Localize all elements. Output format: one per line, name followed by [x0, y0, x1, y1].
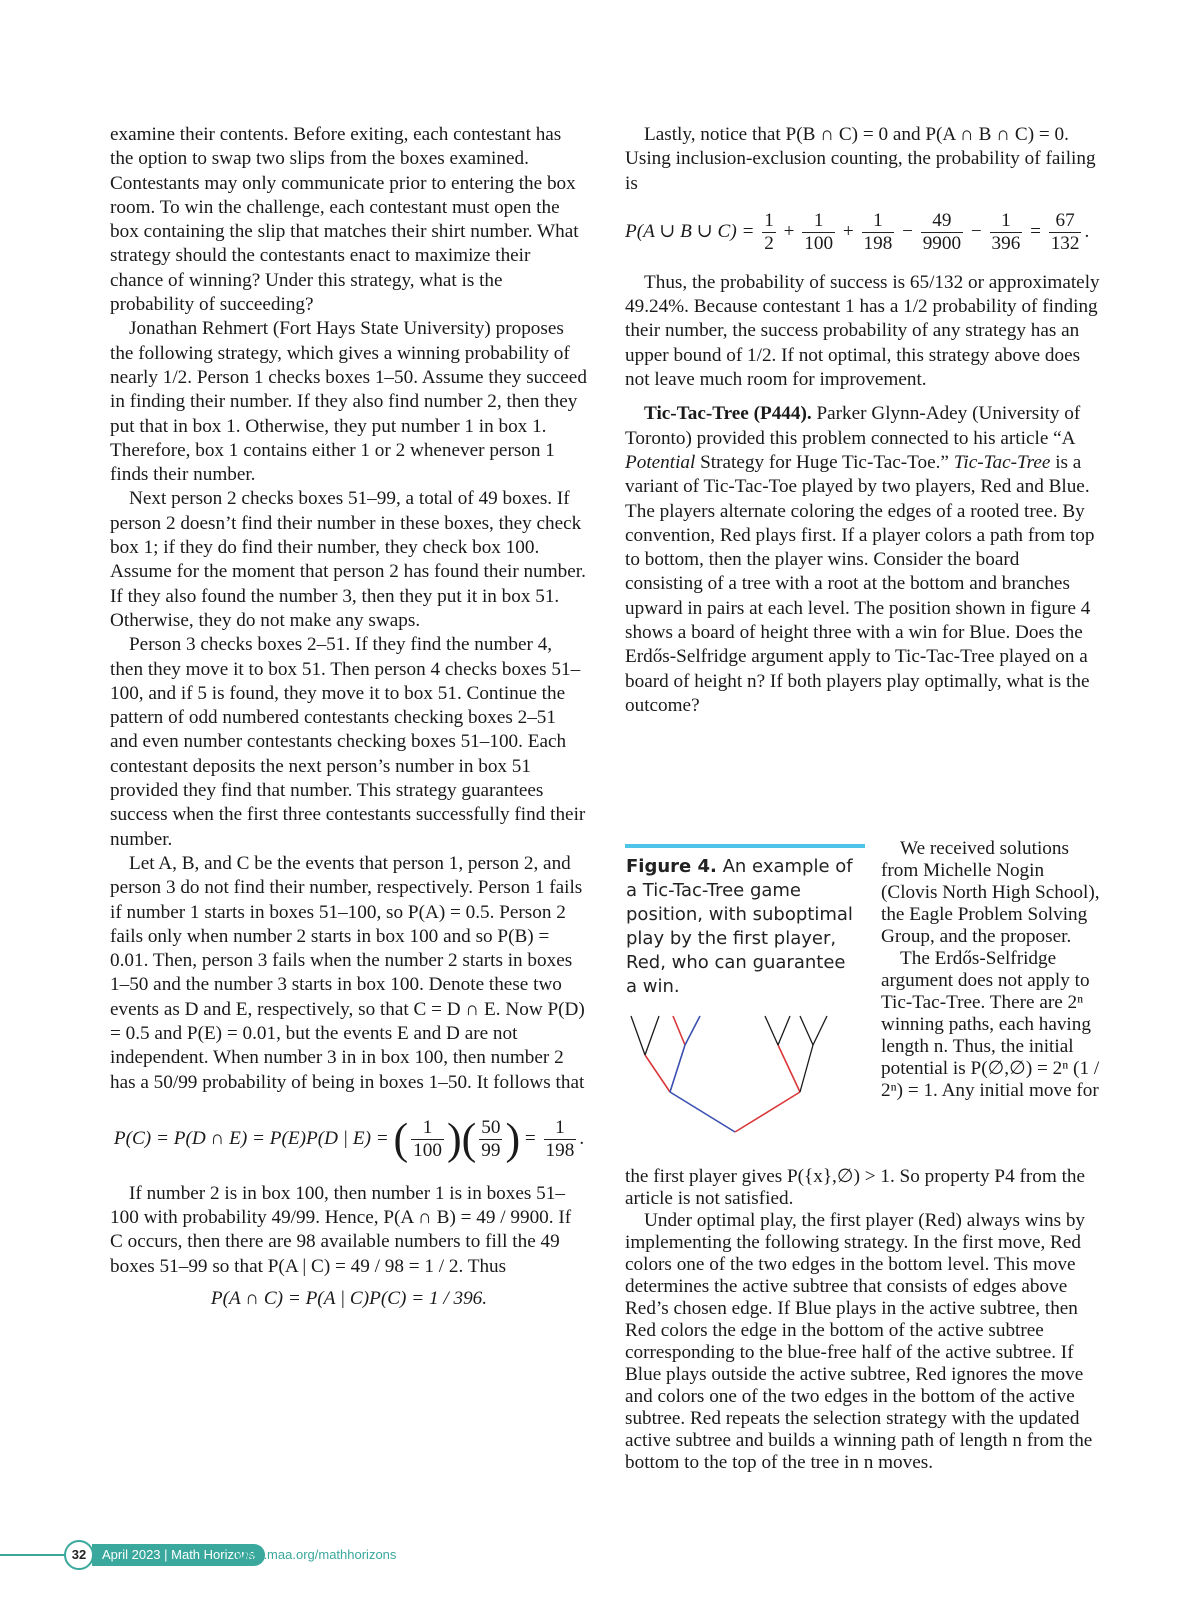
- figure-top-rule: [625, 844, 865, 848]
- tree-edge: [673, 1016, 685, 1045]
- equation-pc: [110, 1114, 588, 1164]
- paragraph: Let A, B, and C be the events that person 1, person 2, and person 3 do not find their number, respectively. Person 1 fails if number 1 starts in boxes 51–100, so P(A) = 0.5. Person 2 fails only when number 2 starts in box 100 and so P(B) = 0.01. Then, person 3 fails when the number 2 starts in boxes 1–50 and the number 3 starts in box 100. Denote these two events as D and E, respectively, so that C = D ∩ E. Now P(D) = 0.5 and P(E) = 0.01, but the events E and D are not independent. When number 3 in in box 100, then number 2 has a 50/99 probability of being in boxes 1–50. It follows that: [110, 852, 585, 1093]
- fraction: [1049, 210, 1082, 255]
- numerator: 49: [921, 210, 963, 233]
- text-run: Strategy for Huge Tic-Tac-Toe.”: [695, 451, 954, 473]
- tree-edge: [813, 1016, 827, 1045]
- tree-edge-root-left: [670, 1092, 735, 1132]
- equation-union: [625, 210, 1100, 255]
- operator: −: [897, 220, 918, 242]
- numerator: 1: [862, 210, 895, 233]
- footer-rule: [0, 1554, 66, 1556]
- tree-edge: [778, 1016, 790, 1045]
- paragraph: Under optimal play, the first player (Red) always wins by implementing the following strategy. In the first move, Red colors one of the two edges in the bottom level. This move determines the active subtree that consists of edges above Red’s chosen edge. If Blue plays in the active subtree, then Red colors the edge in the bottom of the active subtree corresponding to the blue-free half of the active subtree. If Blue plays outside the active subtree, Red ignores the move and colors one of the two edges in the bottom of the active subtree. Red repeats the selection strategy with the updated active subtree and builds a winning path of length n from the bottom to the top of the tree in n moves.: [625, 1210, 1093, 1473]
- footer-url-link[interactable]: www.maa.org/mathhorizons: [236, 1547, 397, 1562]
- denominator: 2: [764, 232, 774, 254]
- right-column: [625, 123, 1100, 718]
- paren-close: ): [446, 1114, 462, 1164]
- fraction: [802, 210, 835, 255]
- fraction: [479, 1117, 502, 1162]
- denominator: 198: [545, 1139, 575, 1161]
- fraction: [762, 210, 776, 255]
- paragraph: Person 3 checks boxes 2–51. If they find the number 4, then they move it to box 51. Then person 4 checks boxes 51–100, and if 5 is found, they move it to box 51. Continue the pattern of odd numbered contestants checking boxes 2–51 and even number contestants checking boxes 51–100. Each contestant deposits the next person’s number in box 51 provided they find that number. This strategy guarantees success when the first three contestants successfully find their number.: [110, 634, 586, 850]
- tree-edge: [670, 1045, 685, 1092]
- problem-paragraph: [625, 402, 1100, 718]
- fraction: [862, 210, 895, 255]
- tree-edge: [765, 1016, 778, 1045]
- paragraph: the first player gives P({x},∅) > 1. So property P4 from the article is not satisfied.: [625, 1166, 1086, 1209]
- tree-edge: [645, 1055, 670, 1092]
- figure-wrap-text: [881, 838, 1103, 1102]
- numerator: 1: [764, 209, 774, 231]
- denominator: 396: [991, 232, 1021, 254]
- paragraph: The Erdős-Selfridge argument does not apply to Tic-Tac-Tree. There are 2ⁿ winning paths, each having length n. Thus, the initial potential is P(∅,∅) = 2ⁿ (1 / 2ⁿ) = 1. Any initial move for: [881, 948, 1100, 1101]
- operator: +: [838, 220, 859, 242]
- operator: =: [1025, 220, 1046, 242]
- denominator: 99: [481, 1139, 501, 1161]
- denominator: 9900: [922, 232, 962, 254]
- page-number: 32: [64, 1540, 94, 1570]
- problem-title: Tic-Tac-Tree (P444).: [644, 403, 812, 425]
- denominator: 100: [413, 1139, 442, 1161]
- numerator: 1: [802, 210, 835, 233]
- paren-open: (: [393, 1114, 409, 1164]
- paragraph: Jonathan Rehmert (Fort Hays State University) proposes the following strategy, which gives a winning probability of nearly 1/2. Person 1 checks boxes 1–50. Assume they succeed in finding their number. If they also find number 2, then they put that in box 1. Otherwise, they put number 1 in box 1. Therefore, box 1 contains either 1 or 2 whenever person 1 finds their number.: [110, 318, 587, 486]
- numerator: 1: [411, 1117, 444, 1140]
- paragraph: If number 2 is in box 100, then number 1 is in boxes 51–100 with probability 49/99. Hence, P(A ∩ B) = 49 / 9900. If C occurs, then there are 98 available numbers to fill the 49 boxes 51–99 so that P(A | C) = 49 / 98 = 1 / 2. Thus: [110, 1182, 572, 1277]
- paragraph: Lastly, notice that P(B ∩ C) = 0 and P(A ∩ B ∩ C) = 0. Using inclusion-exclusion counting, the probability of failing is: [625, 124, 1096, 194]
- text-run: Tic-Tac-Tree: [953, 451, 1051, 473]
- denominator: 100: [804, 232, 834, 254]
- fraction: [990, 210, 1023, 255]
- fraction: [411, 1117, 444, 1162]
- period: .: [579, 1127, 585, 1149]
- page-footer: [0, 1540, 1200, 1570]
- issue-label: April 2023 | Math Horizons: [92, 1544, 265, 1566]
- numerator: 1: [990, 210, 1023, 233]
- equation-pac: P(A ∩ C) = P(A | C)P(C) = 1 / 396.: [210, 1288, 488, 1310]
- paragraph: Next person 2 checks boxes 51–99, a total of 49 boxes. If person 2 doesn’t find their number in these boxes, they check box 1; if they do find their number, they check box 100. Assume for the moment that person 2 has found their number. If they also found the number 3, then they put it in box 51. Otherwise, they do not make any swaps.: [110, 488, 586, 631]
- tree-edge: [645, 1016, 659, 1055]
- numerator: 50: [481, 1116, 501, 1138]
- equation-terms: [759, 209, 1084, 254]
- tree-edge-root-right: [735, 1092, 800, 1132]
- denominator: 198: [863, 232, 893, 254]
- period: .: [1084, 220, 1090, 242]
- denominator: 132: [1050, 232, 1080, 254]
- tree-edge: [685, 1016, 700, 1045]
- fraction: [921, 210, 963, 255]
- fraction: [544, 1117, 577, 1162]
- equals-sign: =: [524, 1127, 536, 1149]
- tree-edge: [778, 1045, 800, 1092]
- bottom-right-text: [625, 1166, 1103, 1474]
- tic-tac-tree-figure: [628, 1010, 843, 1140]
- equation-text: P(A ∪ B ∪ C) =: [625, 220, 755, 242]
- figure-label: Figure 4.: [626, 856, 717, 877]
- paren-close: ): [505, 1114, 521, 1164]
- paren-open: (: [461, 1114, 477, 1164]
- numerator: 1: [544, 1117, 577, 1140]
- operator: +: [778, 220, 800, 242]
- figure-caption: [626, 855, 862, 999]
- equation-text: P(C) = P(D ∩ E) = P(E)P(D | E) =: [113, 1127, 389, 1149]
- operator: −: [966, 220, 987, 242]
- text-run: Parker Glynn-Adey (University of Toronto) provided this problem connected to his article “A: [625, 403, 1081, 449]
- tree-edge: [631, 1016, 645, 1055]
- paragraph: We received solutions from Michelle Nogin (Clovis North High School), the Eagle Problem Solving Group, and the proposer.: [881, 838, 1100, 947]
- caption-text: An example of a Tic-Tac-Tree game position, with suboptimal play by the first player, Red, who can guarantee a win.: [626, 856, 853, 997]
- text-run: Potential: [625, 451, 696, 473]
- text-run: is a variant of Tic-Tac-Toe played by two players, Red and Blue. The players alternate coloring the edges of a rooted tree. By convention, Red plays first. If a player colors a path from top to bottom, then the player wins. Consider the board consisting of a tree with a root at the bottom and branches upward in pairs at each level. The position shown in figure 4 shows a board of height three with a win for Blue. Does the Erdős-Selfridge argument apply to Tic-Tac-Tree played on a board of height n? If both players play optimally, what is the outcome?: [625, 451, 1095, 716]
- tree-edge: [800, 1016, 813, 1045]
- paragraph: Thus, the probability of success is 65/132 or approximately 49.24%. Because contestant 1 has a 1/2 probability of finding their number, the success probability of any strategy has an upper bound of 1/2. If not optimal, this strategy above does not leave much room for improvement.: [625, 271, 1100, 391]
- paragraph: examine their contents. Before exiting, each contestant has the option to swap two slips from the boxes examined. Contestants may only communicate prior to entering the box room. To win the challenge, each contestant must open the box containing the slip that matches their shirt number. What strategy should the contestants enact to maximize their chance of winning? Under this strategy, what is the probability of succeeding?: [110, 124, 579, 316]
- numerator: 67: [1049, 210, 1082, 233]
- left-column: [110, 123, 588, 1311]
- tree-edge: [800, 1045, 813, 1092]
